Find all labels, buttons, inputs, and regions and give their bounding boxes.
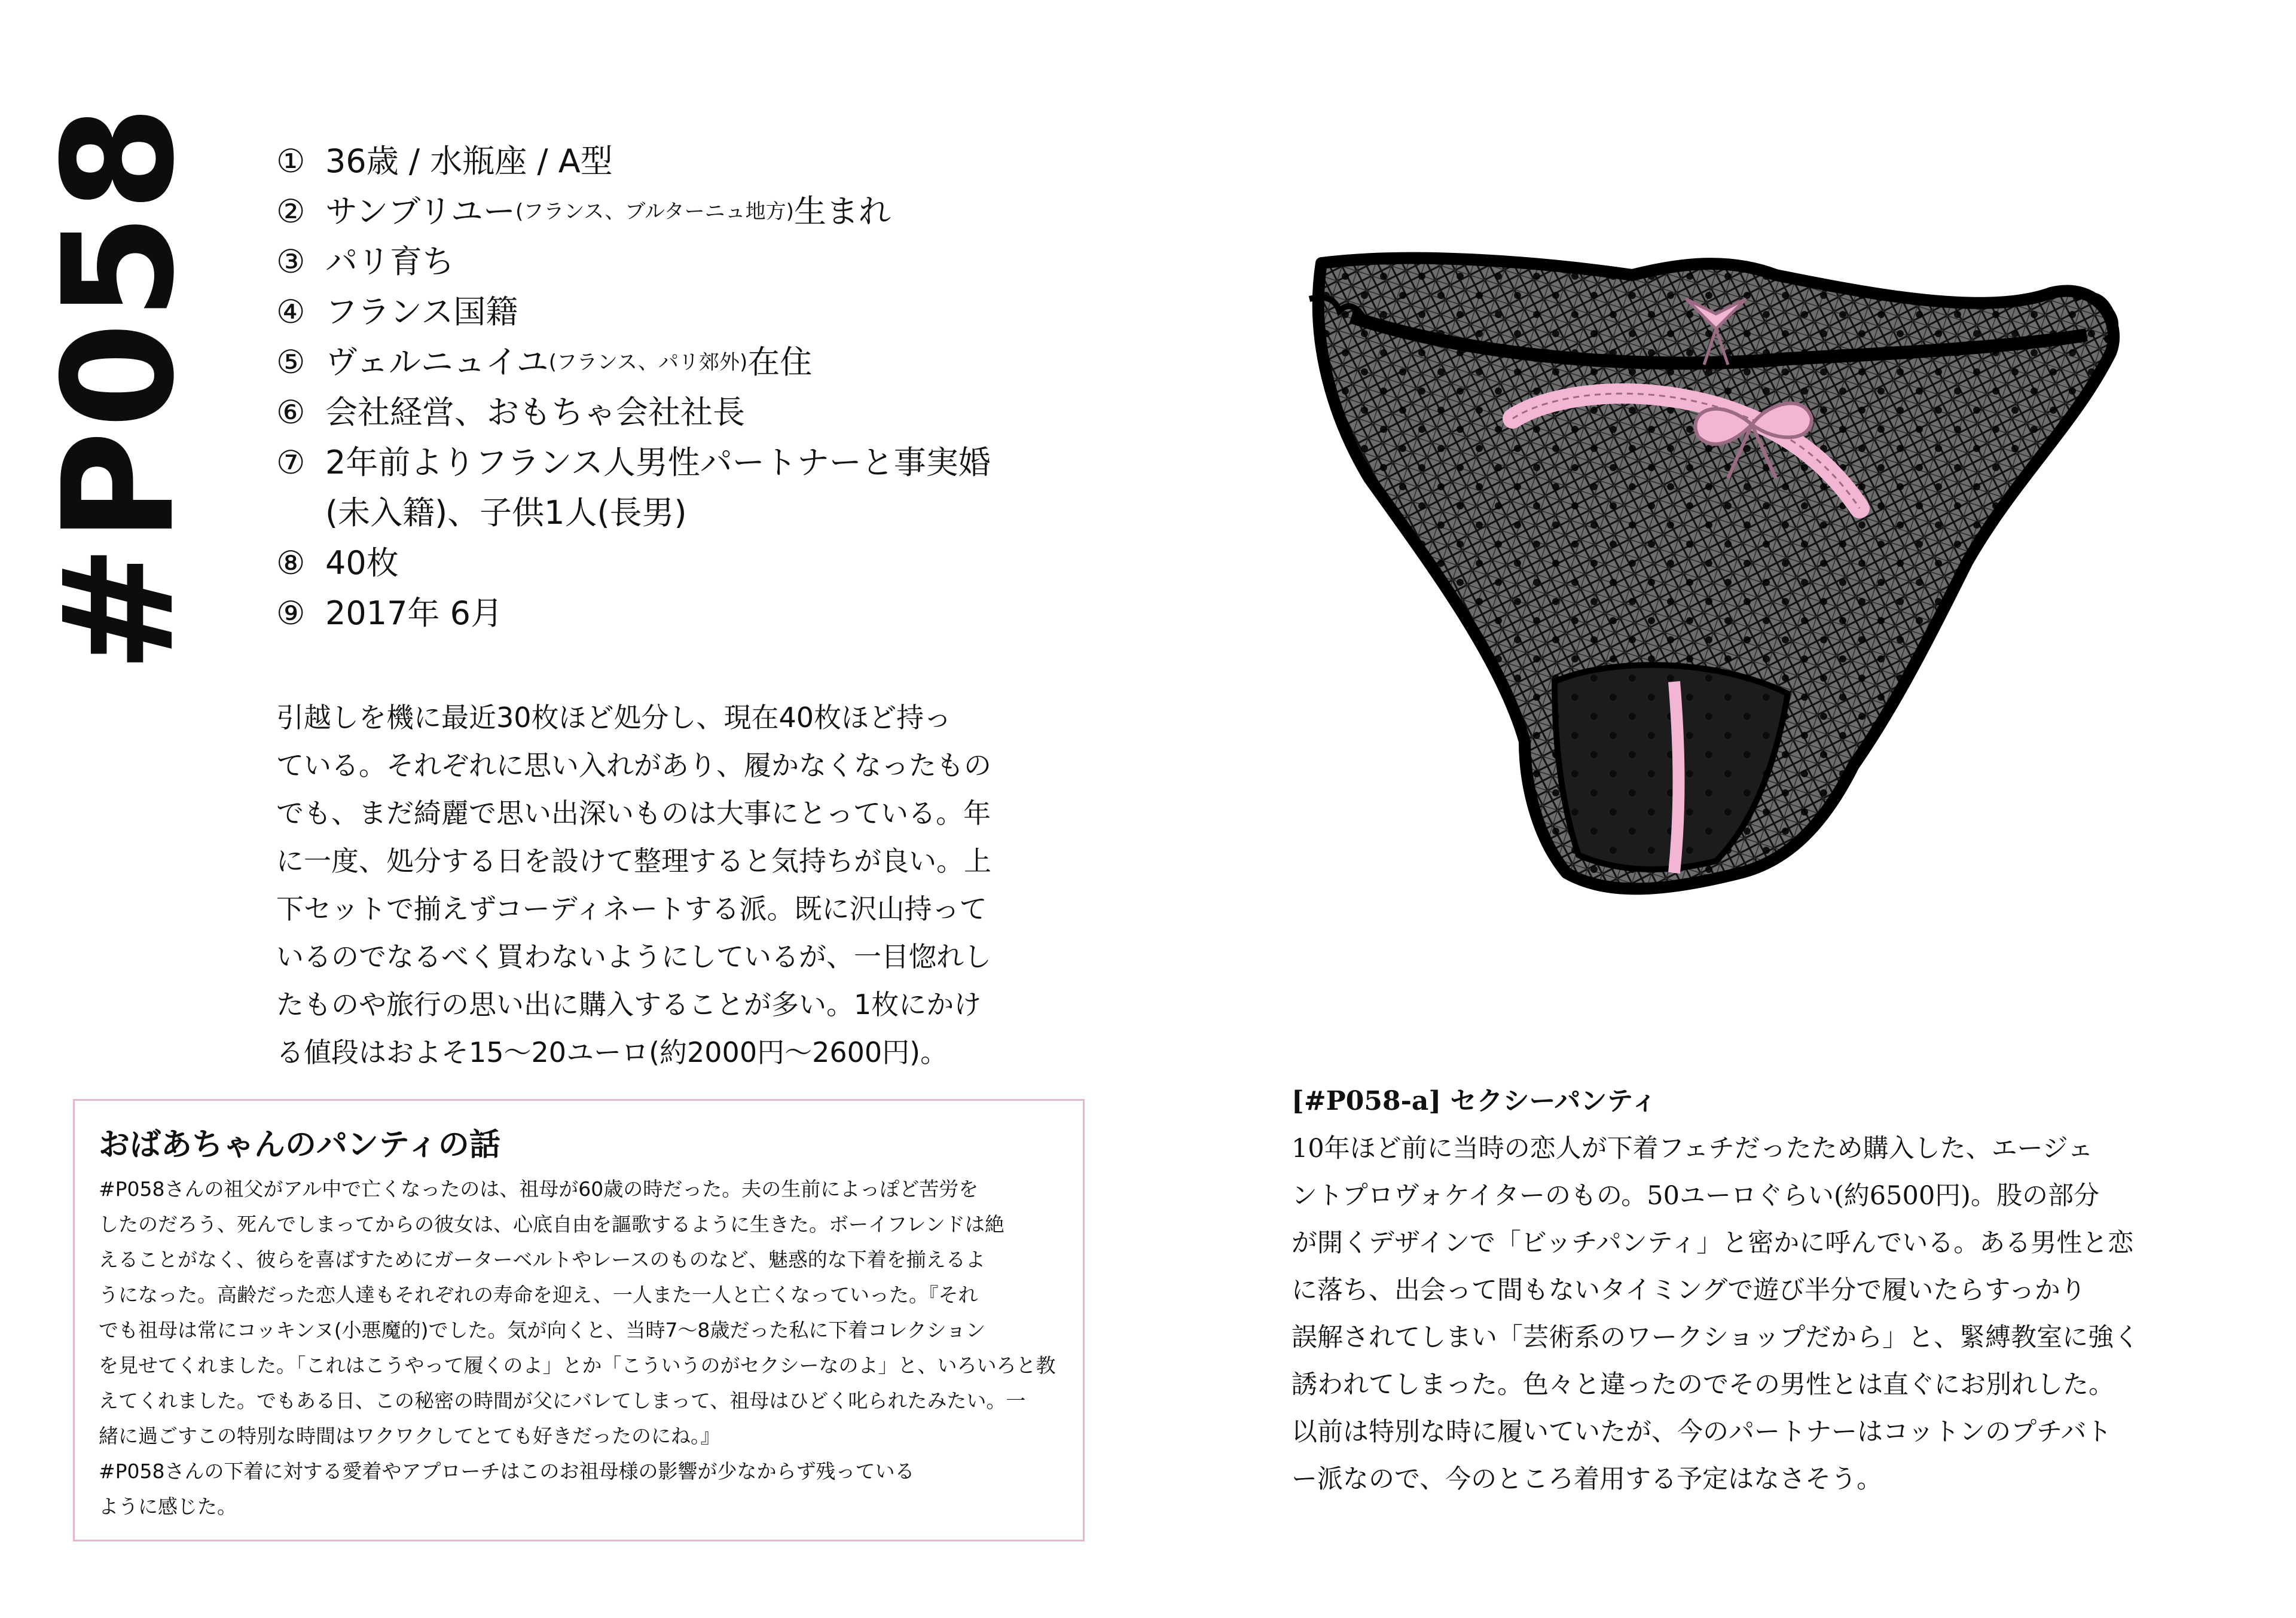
profile-number: ⑦ xyxy=(276,444,306,481)
essay-line: たものや旅行の思い出に購入することが多い。1枚にかけ xyxy=(276,988,982,1021)
grandmother-story-box xyxy=(73,1099,1085,1541)
essay-line: る値段はおよそ15〜20ユーロ(約2000円〜2600円)。 xyxy=(276,1036,948,1069)
profile-item xyxy=(276,287,1054,337)
story-line: #P058さんの祖父がアル中で亡くなったのは、祖母が60歳の時だった。夫の生前によっぽど苦労を xyxy=(99,1177,979,1201)
item-title: [#P058-a] セクシーパンティ xyxy=(1292,1086,1657,1116)
profile-item xyxy=(276,337,1054,387)
story-line: #P058さんの下着に対する愛着やアプローチはこのお祖母様の影響が少なからず残っている xyxy=(99,1460,915,1483)
story-title: おばあちゃんのパンティの話 xyxy=(99,1127,500,1163)
profile-text: 会社経営、おもちゃ会社社長 xyxy=(325,393,745,431)
profile-item xyxy=(276,237,1054,287)
profile-number: ④ xyxy=(276,293,306,331)
profile-text: 2017年 6月 xyxy=(325,594,503,632)
story-line: えることがなく、彼らを喜ばすためにガーターベルトやレースのものなど、魅惑的な下着を揃えるよ xyxy=(99,1248,985,1271)
item-caption xyxy=(1292,1081,2176,1503)
essay-line: ている。それぞれに思い入れがあり、履かなくなったもの xyxy=(276,749,991,781)
story-line: を見せてくれました。「これはこうやって履くのよ」とか「こういうのがセクシーなのよ」と、いろいろと教 xyxy=(99,1354,1056,1377)
item-description xyxy=(1292,1125,2176,1503)
story-body xyxy=(99,1171,1060,1524)
story-line: ように感じた。 xyxy=(99,1495,237,1518)
essay-line: いるのでなるべく買わないようにしているが、一目惚れし xyxy=(276,941,991,973)
panty-illustration xyxy=(1297,227,2176,933)
profile-text: パリ育ち xyxy=(325,243,454,280)
caption-line: 誤解されてしまい「芸術系のワークショップだから」と、緊縛教室に強く xyxy=(1292,1323,2140,1353)
story-line: えてくれました。でもある日、この秘密の時間が父にバレてしまって、祖母はひどく叱られたみたい。一 xyxy=(99,1389,1026,1412)
profile-number: ③ xyxy=(276,243,306,280)
profile-item-continuation xyxy=(276,488,1054,538)
profile-text: 2年前よりフランス人男性パートナーと事実婚 xyxy=(325,444,991,481)
profile-text-after: 在住 xyxy=(747,343,813,381)
caption-line: 10年ほど前に当時の恋人が下着フェチだったため購入した、エージェ xyxy=(1292,1134,2093,1164)
profile-number: ② xyxy=(276,193,306,230)
essay-line: 引越しを機に最近30枚ほど処分し、現在40枚ほど持っ xyxy=(276,701,952,734)
caption-line: に落ち、出会って間もないタイミングで遊び半分で履いたらすっかり xyxy=(1292,1275,2086,1305)
caption-line: 以前は特別な時に履いていたが、今のパートナーはコットンのプチバト xyxy=(1292,1417,2112,1447)
profile-item xyxy=(276,187,1054,237)
profile-note: (フランス、パリ郊外) xyxy=(548,350,748,374)
story-line: うになった。高齢だった恋人達もそれぞれの寿命を迎え、一人また一人と亡くなっていった。『それ xyxy=(99,1283,978,1306)
profile-number: ⑤ xyxy=(276,343,306,381)
essay-line: 下セットで揃えずコーディネートする派。既に沢山持って xyxy=(276,893,987,925)
profile-list xyxy=(276,136,1054,639)
story-line: でも祖母は常にコッキンヌ(小悪魔的)でした。気が向くと、当時7〜8歳だった私に下着コレクション xyxy=(99,1318,986,1342)
profile-text-after: 生まれ xyxy=(793,193,891,230)
caption-line: ー派なので、今のところ着用する予定はなさそう。 xyxy=(1292,1464,1883,1494)
center-pink-line xyxy=(1674,682,1679,873)
essay-line: に一度、処分する日を設けて整理すると気持ちが良い。上 xyxy=(276,845,991,877)
caption-line: が開くデザインで「ビッチパンティ」と密かに呼んでいる。ある男性と恋 xyxy=(1292,1228,2134,1258)
profile-item xyxy=(276,438,1054,488)
essay-line: でも、まだ綺麗で思い出深いものは大事にとっている。年 xyxy=(276,797,991,829)
profile-item xyxy=(276,538,1054,588)
profile-text: (未入籍)、子供1人(長男) xyxy=(325,494,687,532)
interview-essay xyxy=(276,694,1054,1076)
profile-text: 36歳 / 水瓶座 / A型 xyxy=(325,142,613,180)
story-line: したのだろう、死んでしまってからの彼女は、心底自由を謳歌するように生きた。ボーイフレンドは絶 xyxy=(99,1213,1004,1236)
profile-text: ヴェルニュイユ xyxy=(325,343,549,381)
profile-number: ① xyxy=(276,142,306,180)
profile-text: フランス国籍 xyxy=(325,293,518,331)
profile-text: 40枚 xyxy=(325,544,399,582)
profile-note: (フランス、ブルターニュ地方) xyxy=(515,200,794,224)
profile-item xyxy=(276,387,1054,438)
profile-number: ⑧ xyxy=(276,544,306,582)
profile-number: ⑥ xyxy=(276,393,306,431)
profile-number: ⑨ xyxy=(276,594,306,632)
page-id-vertical: #P058 xyxy=(30,103,208,673)
profile-item xyxy=(276,588,1054,639)
profile-text: サンブリユー xyxy=(325,193,516,230)
caption-line: 誘われてしまった。色々と違ったのでその男性とは直ぐにお別れした。 xyxy=(1292,1370,2114,1400)
story-line: 緒に過ごすこの特別な時間はワクワクしてとても好きだったのにね。』 xyxy=(99,1424,720,1448)
caption-line: ントプロヴォケイターのもの。50ユーロぐらい(約6500円)。股の部分 xyxy=(1292,1181,2099,1211)
profile-item xyxy=(276,136,1054,187)
